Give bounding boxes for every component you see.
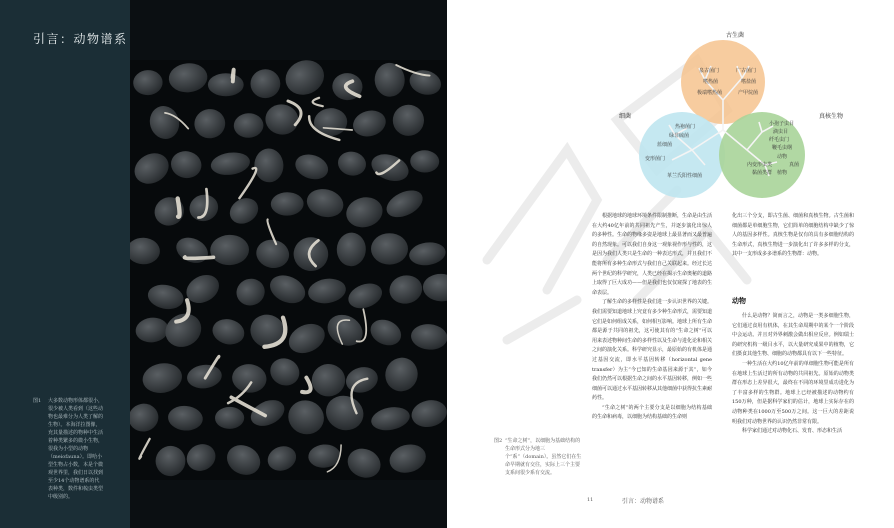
bacteria-taxon: 热袍菌门: [675, 124, 696, 130]
archaea-heading: 古生菌: [726, 32, 745, 39]
paragraph: 化出三个分支，即古生菌、细菌和真核生物。古生菌和细菌都是单细胞生物，它们简单的细胞结构中缺少了惊人的基因多样性。真核生物是仅有的具有多细胞结构的生命形式，真核生物进一步演化出了许多多样的分支，其中一支形成多多谱系的生物群：动物。: [732, 213, 854, 258]
bacteria-taxon: 蓝细菌: [657, 142, 673, 148]
paragraph: 什么是动物？简而言之，动物是一类多细胞生物，它们通过食用有机体，在其生命周期中的某个一个阶段中会运动。并且对外界刺激会做出相应反应。例如瑞士的研究机构一级目水平，以大量研究成果中的植物，它们摄食其他生物、细胞的动物都具有以下一些特征。: [732, 313, 854, 358]
tree-of-life-diagram: [447, 0, 894, 210]
bacteria-heading: 细菌: [619, 113, 632, 120]
paragraph: “生命之树”的两个主要分支是以细胞为结构基础的生命和病毒，以细胞为结构基础的生命则: [592, 404, 712, 421]
right-page: [447, 0, 894, 528]
section-heading: 动物: [732, 296, 746, 305]
bacteria-taxon: 绿非硫菌: [669, 133, 690, 139]
figure-2-label: 图2: [494, 438, 503, 444]
figure-2-caption: “生命之树”，以细胞为基础结构的生命形式分为地三个“系”（domain）。虽然它们在生命早期就有交往，实际上三个主要支系间很少系有交流。: [505, 438, 582, 476]
animal: [184, 257, 213, 258]
paragraph: 科学家们通过对动物化石、发育、形态和生活: [742, 428, 843, 435]
paragraph: 根据地球的地球环境条件限制推断，生命是由生活在大约40亿年前的共同祖先产生，并逐步演化出惊人的多种性。生命的物缘多姿是地球上最显著而又最普遍的自然现象。可以我们自身这一观象视作形与性的，这是因为我们人类只是生命的一种表达形式，并且我们不能将所有多种生命形式与我们自己关联起来。经过长达两个世纪的科学研究，人类已经在揭示生命奥秘的道路上取得了巨大成功——但是我们也仅仅窥探了地表的生命表层。: [592, 213, 713, 296]
paragraph: 了解生命的多样性是我们进一步认识世界的关键。我们需要知道地球上究竟有多少种生命形式，需要知道它们是如何组成关系，如何相互影响。地球上所有生命都是源于共同的祖先，这可使其有的“生命之树”可以用来表述物种间生命的多样性以及生命与进化论和相关之间的演化关系。科学研究显示，最原始的有机体是通过基因交流，即水平基因转移（horizontal gene transfer）为主“今已知的生命基因来源于其”，如今我们仍然可以根据生命之间的水平基因转移，例如一些细菌可以通过水平基因转移从其他细菌中获得抗生素耐药性。: [592, 299, 713, 402]
figure-1-label: 图1: [33, 398, 42, 404]
text-column-right: [732, 312, 854, 437]
bacteria-taxon: 革兰氏阳性细菌: [667, 173, 703, 179]
animal: [233, 70, 234, 82]
text-column-left: [592, 212, 712, 423]
figure-1-caption: 大多数动物形体都很小，很少被人类看到（这些动物也最难分为人类了解的生物）。本海洋拉图像，充其量描述的物种中生活着种类繁多的微小生物，很我为小型的动物（meiofauna）。即哈小型生物占小数，本是个微观世界里，我们日以找到至少14个动物谱系的代表种类，数件和梳虫类型中级别的。: [48, 398, 104, 500]
eukaryote-taxon: 真菌: [789, 162, 800, 168]
meiofauna-illustration: [130, 60, 447, 480]
text-column-right-top: [732, 212, 854, 260]
archaea-taxon: 产甲烷菌: [738, 90, 759, 96]
archaea-taxon: 泉古菌门: [699, 68, 720, 74]
running-head: 引言：动物谱系: [622, 498, 665, 505]
chapter-title: 引言：动物谱系: [33, 32, 128, 46]
eukaryote-taxon: 鞭毛虫纲: [772, 145, 793, 151]
eukaryote-taxon: 小孢子虫目: [769, 121, 795, 127]
sand-grain: [371, 233, 408, 264]
eukaryote-heading: 真核生物: [819, 113, 844, 120]
eukaryote-taxon: 动物: [777, 154, 788, 160]
paragraph: 一种生活在大约10亿年前的单细胞生物可能是所有在地球上生活过的所有动物的共同祖先。原始的动物类群在形态上差异很大，最终在不同的环境里成功进化为了丰富多样的生物群。地球上已经被描述的动物约有150万种，但是据科学家们的估计，地球上实际存在的动物种类在1000万至500万之间。这一巨大的差距说明我们对动物世界的认识仍然非常有限。: [732, 360, 854, 425]
eukaryote-taxon: 纤毛虫门: [769, 137, 790, 143]
eukaryote-taxon: 植物: [777, 170, 788, 176]
eukaryote-taxon: 滴虫目: [773, 129, 789, 135]
animal: [178, 199, 180, 217]
archaea-taxon: 嗜盐菌: [741, 79, 757, 85]
bacteria-taxon: 变形菌门: [645, 156, 666, 162]
eukaryote-taxon: 黏菌类群: [752, 170, 773, 176]
eukaryote-taxon: 内变形虫类: [747, 162, 773, 168]
page-number: 11: [587, 497, 594, 503]
archaea-taxon: 嗜热菌: [703, 79, 719, 85]
archaea-taxon: 极端嗜热菌: [697, 90, 723, 96]
archaea-taxon: 广古菌门: [736, 68, 757, 74]
sand-grain: [208, 73, 244, 96]
